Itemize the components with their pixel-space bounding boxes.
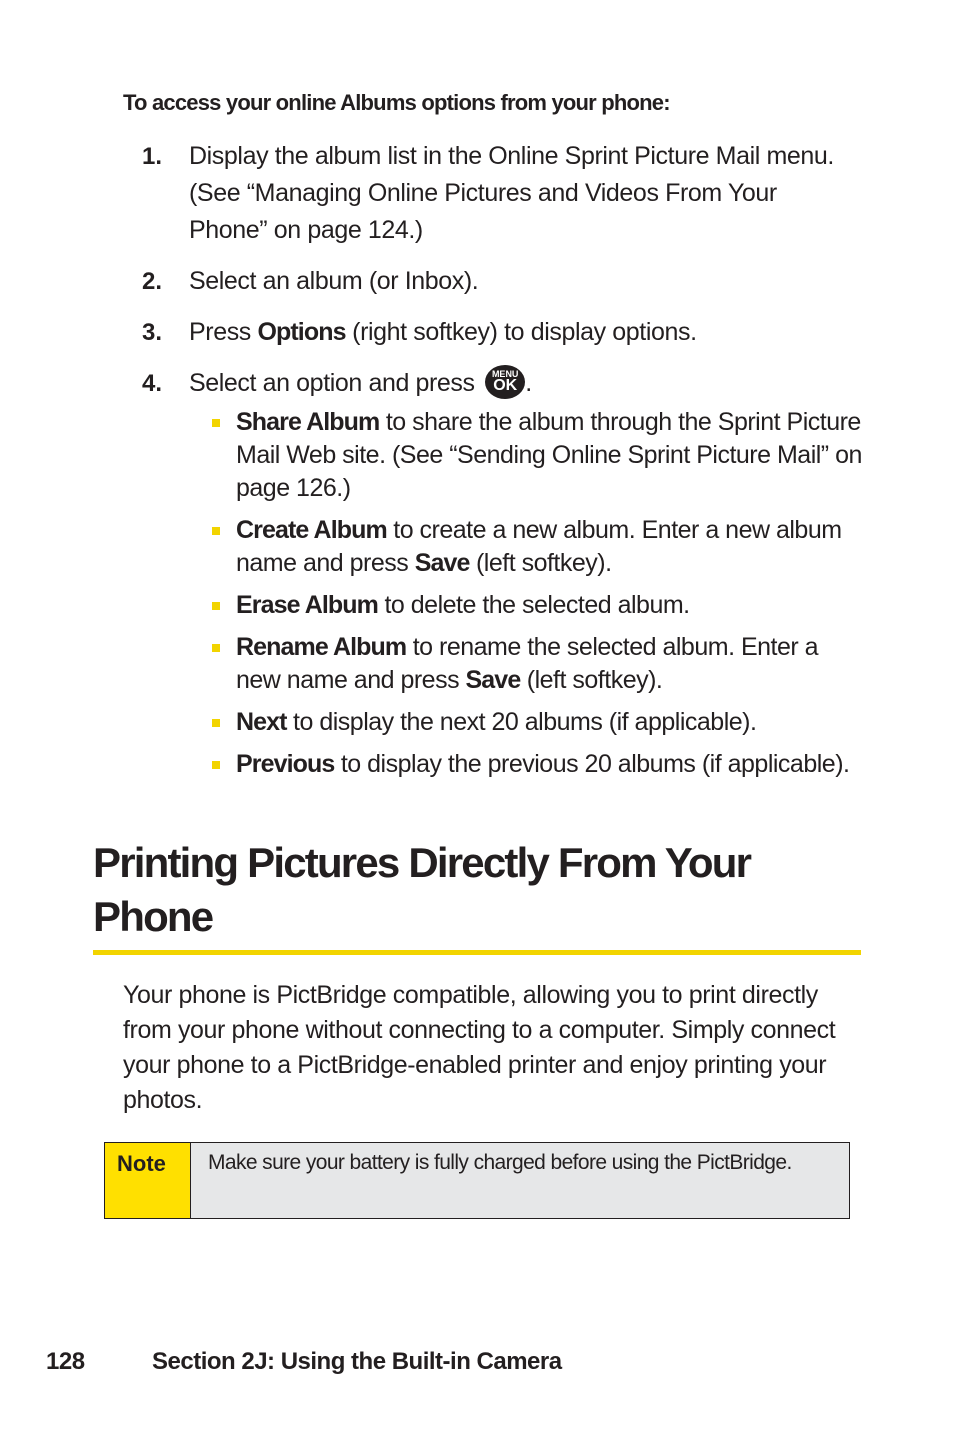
step-number: 4. — [142, 370, 163, 397]
option-name: Erase Album — [236, 591, 379, 619]
bullet-share-album — [0, 406, 954, 505]
options-key-label: Options — [257, 318, 346, 346]
bullet-text — [236, 706, 866, 739]
option-name: Share Album — [236, 408, 380, 436]
bullet-text — [236, 406, 866, 505]
bullet-create-album — [0, 514, 954, 580]
step-text: Select an album (or Inbox). — [189, 267, 479, 295]
step-number: 3. — [142, 319, 163, 346]
note-text: Make sure your battery is fully charged before using the PictBridge. — [191, 1143, 849, 1218]
option-name: Rename Album — [236, 633, 407, 661]
bullet-text — [236, 748, 866, 781]
step-number: 2. — [142, 268, 163, 295]
save-key-label: Save — [465, 666, 521, 694]
menu-ok-key-top: MENU — [491, 369, 519, 379]
option-name: Next — [236, 708, 287, 736]
menu-ok-key-bottom: OK — [493, 377, 518, 394]
bullet-square-icon — [212, 602, 220, 610]
option-desc: to create a new album. Enter a new album name and press — [236, 516, 842, 577]
bullet-erase-album — [0, 589, 954, 622]
step-number: 1. — [142, 143, 163, 170]
steps-list — [0, 138, 954, 795]
option-desc: to share the album through the Sprint Picture Mail Web site. (See “Sending Online Sprint Picture Mail” on page 126.) — [236, 408, 862, 502]
step-text-post: . — [525, 369, 532, 397]
bullet-rename-album — [0, 631, 954, 697]
heading-rule — [93, 950, 861, 955]
option-desc-end: (left softkey). — [520, 666, 663, 694]
step-3 — [0, 314, 954, 351]
body-paragraph: Your phone is PictBridge compatible, allowing you to print directly from your phone without connecting to a computer. Simply connect your phone to a PictBridge-enabled printer and enjoy printing your photos. — [123, 981, 836, 1114]
bullet-text — [236, 589, 866, 622]
step-2 — [0, 263, 954, 300]
step-1 — [0, 138, 954, 249]
bullet-previous — [0, 748, 954, 781]
bullet-text — [236, 514, 866, 580]
section-heading: Printing Pictures Directly From Your Phone — [93, 839, 751, 940]
step-text-main: Select an option and press — [189, 369, 475, 397]
bullet-square-icon — [212, 644, 220, 652]
section-title: Section 2J: Using the Built-in Camera — [152, 1348, 562, 1375]
procedure-intro: To access your online Albums options from your phone: — [123, 90, 670, 115]
option-desc: to display the next 20 albums (if applicable). — [286, 708, 757, 736]
bullet-square-icon — [212, 719, 220, 727]
step-text-pre: Press — [189, 318, 258, 346]
bullet-next — [0, 706, 954, 739]
option-desc: to delete the selected album. — [378, 591, 690, 619]
menu-ok-key-icon — [485, 365, 525, 399]
bullet-text — [236, 631, 866, 697]
bullet-square-icon — [212, 761, 220, 769]
option-bullet-list — [0, 406, 954, 781]
step-text — [189, 314, 859, 351]
step-text — [189, 365, 859, 402]
step-text: Display the album list in the Online Sprint Picture Mail menu. (See “Managing Online Pictures and Videos From Your Phone” on page 124.) — [189, 142, 834, 244]
note-label: Note — [105, 1143, 191, 1218]
bullet-square-icon — [212, 419, 220, 427]
bullet-square-icon — [212, 527, 220, 535]
page-footer — [46, 1348, 562, 1376]
option-desc-end: (left softkey). — [469, 549, 612, 577]
note-box — [104, 1142, 850, 1219]
save-key-label: Save — [414, 549, 470, 577]
step-4 — [0, 365, 954, 781]
option-name: Create Album — [236, 516, 387, 544]
option-desc: to rename the selected album. Enter a new name and press — [236, 633, 819, 694]
step-text-post: (right softkey) to display options. — [345, 318, 697, 346]
option-desc: to display the previous 20 albums (if applicable). — [334, 750, 850, 778]
option-name: Previous — [236, 750, 335, 778]
page-number: 128 — [46, 1348, 85, 1375]
